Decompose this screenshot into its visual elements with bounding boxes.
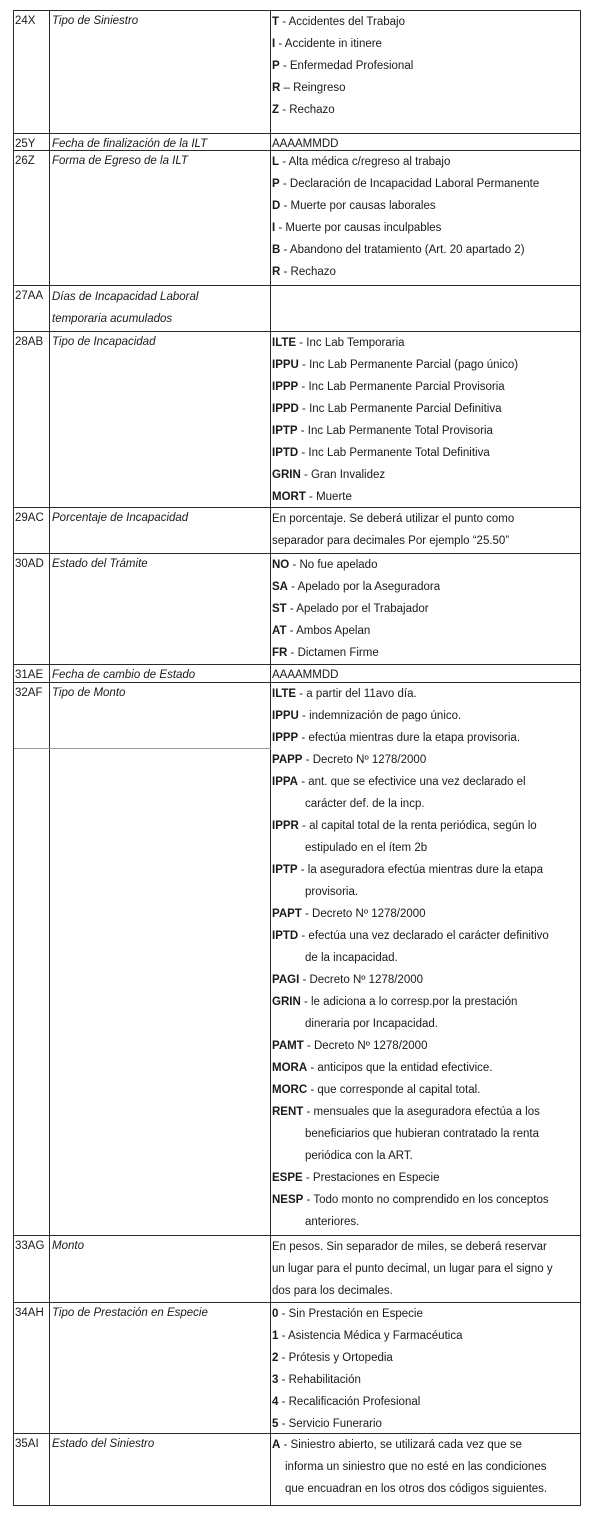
field-name-line: Estado del Trámite	[52, 558, 148, 570]
value-code: 3	[272, 1374, 279, 1386]
value-code: NO	[272, 559, 290, 571]
value-code: Z	[272, 104, 280, 116]
value-description: - mensuales que la aseguradora efectúa a los	[303, 1106, 540, 1118]
value-line	[272, 815, 580, 837]
value-description: - Inc Lab Permanente Parcial Definitiva	[298, 403, 502, 415]
table-row	[14, 11, 580, 134]
value-line	[272, 727, 580, 749]
value-code: IPPP	[272, 732, 299, 744]
value-code: 2	[272, 1352, 279, 1364]
field-name-line: Fecha de finalización de la ILT	[52, 138, 208, 150]
value-description: - Decreto Nº 1278/2000	[301, 908, 426, 920]
table-row	[14, 134, 580, 151]
value-code: IPPR	[272, 820, 299, 832]
value-description: AAAAMMDD	[272, 669, 339, 681]
value-line	[272, 151, 580, 173]
value-code: MORC	[272, 1084, 308, 1096]
value-line	[272, 925, 580, 947]
value-description: - Todo monto no comprendido en los conceptos	[303, 1194, 549, 1206]
value-line	[272, 442, 580, 464]
value-code: MORA	[272, 1062, 308, 1074]
value-line	[272, 508, 580, 530]
field-name	[50, 1434, 271, 1505]
value-code: RENT	[272, 1106, 304, 1118]
field-code: 27AA	[14, 286, 50, 331]
field-name	[50, 134, 271, 150]
value-code: PAMT	[272, 1040, 304, 1052]
value-description: - le adiciona a lo corresp.por la prestación	[300, 996, 518, 1008]
field-code: 31AE	[14, 665, 50, 682]
value-code: 4	[272, 1396, 279, 1408]
value-line	[272, 554, 580, 576]
value-line	[272, 217, 580, 239]
field-code: 34AH	[14, 1303, 50, 1433]
field-name	[50, 332, 271, 507]
value-description: En porcentaje. Se deberá utilizar el punto como	[272, 513, 515, 525]
field-values	[271, 1303, 580, 1433]
value-description: - Muerte por causas inculpables	[275, 222, 442, 234]
value-code: GRIN	[272, 469, 301, 481]
value-line	[272, 1325, 580, 1347]
value-line	[272, 598, 580, 620]
value-code: A	[272, 1439, 281, 1451]
value-code: PAPT	[272, 908, 302, 920]
value-line	[272, 332, 580, 354]
field-name-line: Monto	[52, 1240, 84, 1252]
value-description: - Prótesis y Ortopedia	[278, 1352, 393, 1364]
field-name	[50, 508, 271, 553]
field-name	[50, 554, 271, 664]
field-name-line: Tipo de Monto	[52, 687, 126, 699]
value-line	[272, 33, 580, 55]
field-values	[271, 665, 580, 682]
field-code: 24X	[14, 11, 50, 133]
value-description: - Apelado por el Trabajador	[286, 603, 429, 615]
table-row	[14, 683, 580, 1236]
value-line	[272, 991, 580, 1013]
value-line	[272, 1101, 580, 1123]
field-values	[271, 332, 580, 507]
page-break-line	[14, 748, 271, 749]
value-line-continuation: de la incapacidad.	[305, 952, 398, 964]
value-line	[272, 1189, 580, 1211]
field-code: 25Y	[14, 134, 50, 150]
value-description: - Prestaciones en Especie	[302, 1172, 440, 1184]
value-line	[272, 1057, 580, 1079]
value-line	[272, 239, 580, 261]
table-row	[14, 1236, 580, 1303]
value-line	[272, 1413, 580, 1435]
value-line	[272, 77, 580, 99]
value-code: IPPA	[272, 776, 298, 788]
field-name	[50, 665, 271, 682]
value-code: 0	[272, 1308, 279, 1320]
value-code: T	[272, 16, 280, 28]
value-description: - Decreto Nº 1278/2000	[302, 754, 427, 766]
value-code: R	[272, 266, 281, 278]
value-line	[272, 1434, 580, 1456]
value-line	[272, 1369, 580, 1391]
value-line	[272, 1391, 580, 1413]
value-line	[272, 576, 580, 598]
value-code: IPPU	[272, 359, 299, 371]
value-description: - Inc Lab Permanente Parcial Provisoria	[298, 381, 505, 393]
value-description: separador para decimales Por ejemplo “25.50”	[272, 535, 510, 547]
value-description: - Sin Prestación en Especie	[278, 1308, 423, 1320]
field-name	[50, 1236, 271, 1302]
value-description: - Rechazo	[280, 266, 336, 278]
value-line	[272, 1280, 580, 1302]
value-line	[272, 859, 580, 881]
value-code: ST	[272, 603, 287, 615]
value-description: - Apelado por la Aseguradora	[287, 581, 441, 593]
value-code: B	[272, 244, 281, 256]
value-line	[272, 665, 580, 684]
value-description: - anticipos que la entidad efectivice.	[307, 1062, 493, 1074]
value-description: - la aseguradora efectúa mientras dure la etapa	[297, 864, 544, 876]
value-description: - Ambos Apelan	[286, 625, 371, 637]
field-values	[271, 683, 580, 1235]
table-row	[14, 1434, 580, 1506]
value-description: - efectúa una vez declarado el carácter definitivo	[298, 930, 549, 942]
field-name-line: temporaria acumulados	[52, 313, 173, 325]
value-line	[272, 1303, 580, 1325]
value-line	[272, 1167, 580, 1189]
value-description: - Siniestro abierto, se utilizará cada vez que se	[280, 1439, 522, 1451]
value-line	[272, 705, 580, 727]
codes-table	[13, 10, 581, 1506]
value-code: R	[272, 82, 281, 94]
value-description: - Accidente in itinere	[275, 38, 382, 50]
field-name-line: Tipo de Incapacidad	[52, 336, 156, 348]
value-code: IPPD	[272, 403, 299, 415]
field-values	[271, 134, 580, 150]
value-code: ESPE	[272, 1172, 303, 1184]
field-name	[50, 683, 271, 1235]
field-values	[271, 554, 580, 664]
field-name	[50, 1303, 271, 1433]
field-name	[50, 151, 271, 285]
field-name	[50, 286, 271, 331]
value-line	[272, 1236, 580, 1258]
table-row	[14, 332, 580, 508]
value-line	[272, 354, 580, 376]
value-code: D	[272, 200, 281, 212]
field-name-line: Forma de Egreso de la ILT	[52, 155, 188, 167]
value-line-continuation: informa un siniestro que no esté en las condiciones	[285, 1461, 547, 1473]
field-code: 30AD	[14, 554, 50, 664]
field-values	[271, 11, 580, 133]
value-code: L	[272, 156, 280, 168]
value-code: IPTP	[272, 864, 298, 876]
value-code: PAGI	[272, 974, 300, 986]
table-row	[14, 665, 580, 683]
value-line	[272, 11, 580, 33]
value-description: AAAAMMDD	[272, 138, 339, 150]
value-code: SA	[272, 581, 288, 593]
value-code: 5	[272, 1418, 279, 1430]
value-description: - No fue apelado	[289, 559, 378, 571]
value-description: - Recalificación Profesional	[278, 1396, 421, 1408]
field-code: 32AF	[14, 683, 50, 1235]
field-values	[271, 286, 580, 331]
value-code: IPPU	[272, 710, 299, 722]
value-line-continuation: provisoria.	[305, 886, 359, 898]
value-description: - ant. que se efectivice una vez declarado el	[298, 776, 526, 788]
value-code: 1	[272, 1330, 279, 1342]
value-line	[272, 530, 580, 552]
field-name-line: Estado del Siniestro	[52, 1438, 155, 1450]
field-name-line: Días de Incapacidad Laboral	[52, 291, 199, 303]
value-code: IPPP	[272, 381, 299, 393]
value-description: - Rehabilitación	[278, 1374, 361, 1386]
value-line	[272, 1079, 580, 1101]
field-values	[271, 1236, 580, 1302]
value-code: IPTD	[272, 930, 299, 942]
value-description: - Inc Lab Permanente Parcial (pago único)	[298, 359, 519, 371]
field-name	[50, 11, 271, 133]
value-line	[272, 420, 580, 442]
value-description: - Muerte	[305, 491, 352, 503]
value-line	[272, 749, 580, 771]
value-code: ILTE	[272, 337, 297, 349]
field-name-line: Fecha de cambio de Estado	[52, 669, 196, 681]
value-description: - al capital total de la renta periódica, según lo	[298, 820, 537, 832]
value-description: - Servicio Funerario	[278, 1418, 382, 1430]
value-line	[272, 464, 580, 486]
field-code: 33AG	[14, 1236, 50, 1302]
value-line	[272, 903, 580, 925]
value-description: - efectúa mientras dure la etapa provisoria.	[298, 732, 521, 744]
field-code: 26Z	[14, 151, 50, 285]
value-line	[272, 55, 580, 77]
field-values	[271, 151, 580, 285]
table-row	[14, 554, 580, 665]
value-description: - Abandono del tratamiento (Art. 20 apartado 2)	[280, 244, 525, 256]
value-description: - Decreto Nº 1278/2000	[299, 974, 424, 986]
value-line	[272, 771, 580, 793]
field-code: 28AB	[14, 332, 50, 507]
value-code: P	[272, 60, 280, 72]
value-code: NESP	[272, 1194, 304, 1206]
value-description: - Accidentes del Trabajo	[279, 16, 405, 28]
field-name-line: Tipo de Prestación en Especie	[52, 1307, 208, 1319]
field-code: 29AC	[14, 508, 50, 553]
value-code: AT	[272, 625, 287, 637]
value-description: - Declaración de Incapacidad Laboral Permanente	[279, 178, 540, 190]
value-code: ILTE	[272, 688, 297, 700]
value-description: un lugar para el punto decimal, un lugar para el signo y	[272, 1263, 553, 1275]
value-line-continuation: beneficiarios que hubieran contratado la renta	[305, 1128, 539, 1140]
value-line-continuation: que encuadran en los otros dos códigos siguientes.	[285, 1483, 548, 1495]
value-description: - Dictamen Firme	[287, 647, 379, 659]
value-line	[272, 486, 580, 508]
value-description: - Muerte por causas laborales	[280, 200, 436, 212]
value-line	[272, 620, 580, 642]
value-code: P	[272, 178, 280, 190]
table-row	[14, 1303, 580, 1434]
field-values	[271, 1434, 580, 1505]
value-description: - que corresponde al capital total.	[307, 1084, 481, 1096]
value-line-continuation: periódica con la ART.	[305, 1150, 413, 1162]
value-line	[272, 642, 580, 664]
value-description: - Rechazo	[279, 104, 335, 116]
value-code: IPTD	[272, 447, 299, 459]
value-description: - Inc Lab Permanente Total Provisoria	[297, 425, 493, 437]
value-description: - Inc Lab Temporaria	[296, 337, 405, 349]
value-line-continuation: carácter def. de la incp.	[305, 798, 425, 810]
value-line	[272, 99, 580, 121]
value-line	[272, 1035, 580, 1057]
value-description: - Gran Invalidez	[300, 469, 386, 481]
value-code: FR	[272, 647, 288, 659]
value-line	[272, 398, 580, 420]
value-line	[272, 969, 580, 991]
value-code: IPTP	[272, 425, 298, 437]
value-line-continuation: estipulado en el ítem 2b	[305, 842, 428, 854]
value-description: dos para los decimales.	[272, 1285, 393, 1297]
value-code: MORT	[272, 491, 306, 503]
value-line-continuation: anteriores.	[305, 1216, 360, 1228]
value-description: - a partir del 11avo día.	[296, 688, 417, 700]
value-description: - Inc Lab Permanente Total Definitiva	[298, 447, 490, 459]
value-line-continuation: dineraria por Incapacidad.	[305, 1018, 438, 1030]
value-line	[272, 683, 580, 705]
field-code: 35AI	[14, 1434, 50, 1505]
field-name-line: Tipo de Siniestro	[52, 15, 139, 27]
value-description: En pesos. Sin separador de miles, se deberá reservar	[272, 1241, 547, 1253]
value-code: GRIN	[272, 996, 301, 1008]
value-code: PAPP	[272, 754, 303, 766]
value-line	[272, 1258, 580, 1280]
table-row	[14, 508, 580, 554]
value-line	[272, 173, 580, 195]
table-row	[14, 286, 580, 332]
field-name-line: Porcentaje de Incapacidad	[52, 512, 189, 524]
value-line	[272, 195, 580, 217]
value-line	[272, 261, 580, 283]
value-description: – Reingreso	[280, 82, 346, 94]
field-values	[271, 508, 580, 553]
value-description: - Decreto Nº 1278/2000	[303, 1040, 428, 1052]
value-code: I	[272, 38, 276, 50]
value-code: I	[272, 222, 276, 234]
value-description: - Asistencia Médica y Farmacéutica	[278, 1330, 463, 1342]
table-row	[14, 151, 580, 286]
value-description: - Enfermedad Profesional	[279, 60, 414, 72]
value-line	[272, 376, 580, 398]
value-description: - indemnización de pago único.	[298, 710, 462, 722]
value-line	[272, 1347, 580, 1369]
value-description: - Alta médica c/regreso al trabajo	[279, 156, 451, 168]
